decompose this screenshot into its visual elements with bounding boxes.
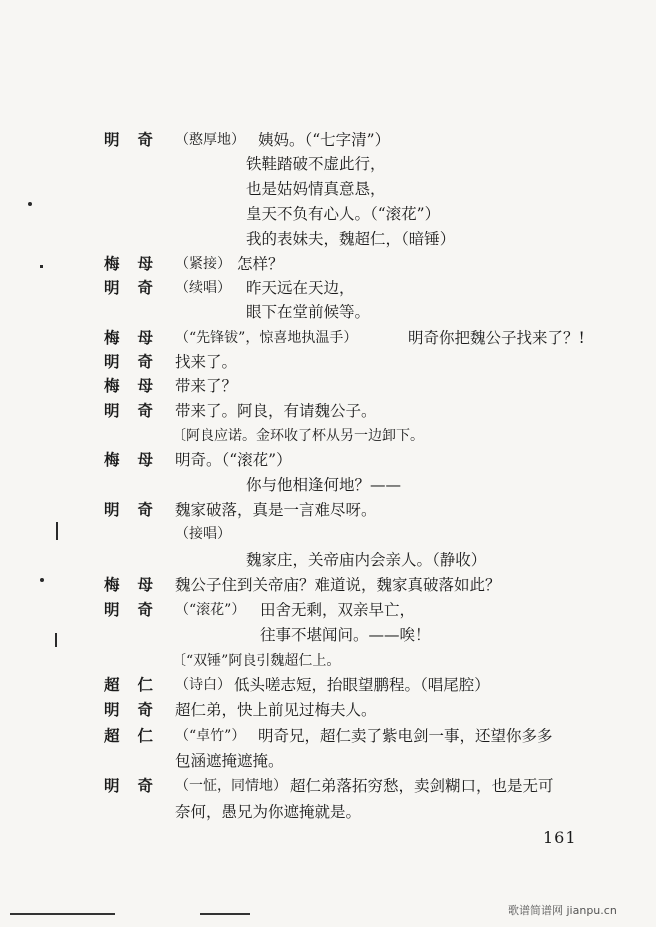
dialogue-text: 低头嗟志短，抬眼望鹏程。（唱尾腔）	[234, 676, 490, 694]
speaker-name: 梅母	[104, 575, 172, 594]
bottom-rule	[10, 913, 115, 915]
speaker-name: 梅母	[104, 254, 172, 273]
dialogue-text: 魏公子住到关帝庙？难道说，魏家真破落如此？	[175, 576, 501, 594]
dialogue-text: 皇天不负有心人。（“滚花”）	[246, 205, 441, 223]
stage-direction: 〔“双锤”阿良引魏超仁上。	[172, 653, 341, 669]
dialogue-text: 明奇。（“滚花”）	[175, 451, 292, 469]
speaker-name: 明奇	[104, 600, 172, 619]
stage-direction: （“卓竹”）	[175, 728, 246, 744]
dialogue-text: 找来了。	[175, 353, 238, 371]
scan-speck	[40, 578, 44, 582]
speaker-name: 明奇	[104, 130, 172, 149]
scan-speck	[40, 265, 43, 268]
speaker-name: 梅母	[104, 328, 172, 347]
speaker-name: 明奇	[104, 278, 172, 297]
dialogue-text: 姨妈。（“七字清”）	[258, 131, 391, 149]
dialogue-text: 我的表妹夫，魏超仁，（暗锤）	[246, 230, 456, 248]
stage-direction: 〔阿良应诺。金环收了杯从另一边卸下。	[172, 428, 424, 444]
dialogue-text: 奈何，愚兄为你遮掩就是。	[175, 803, 362, 821]
stage-direction: （紧接）	[175, 256, 231, 272]
stage-direction: （接唱）	[175, 526, 231, 542]
dialogue-text: 带来了？	[175, 377, 238, 395]
dialogue-text: 明奇你把魏公子找来了？!	[408, 329, 585, 347]
stage-direction: （憨厚地）	[175, 132, 245, 148]
dialogue-text: 铁鞋踏破不虚此行，	[246, 155, 386, 173]
speaker-name: 梅母	[104, 450, 172, 469]
dialogue-text: 魏家破落，真是一言难尽呀。	[175, 501, 377, 519]
dialogue-text: 明奇兄，超仁卖了紫电剑一事，还望你多多	[258, 727, 553, 745]
dialogue-text: 往事不堪闻问。——唉！	[260, 626, 431, 644]
speaker-name: 超仁	[104, 675, 172, 694]
speaker-name: 明奇	[104, 352, 172, 371]
page-number: 161	[543, 828, 577, 847]
dialogue-text: 昨天远在天边，	[246, 279, 355, 297]
stage-direction: （“滚花”）	[175, 602, 246, 618]
dialogue-text: 超仁弟落拓穷愁，卖剑糊口，也是无可	[290, 777, 554, 795]
watermark-text: 歌谱简谱网 jianpu.cn	[508, 904, 617, 917]
speaker-name: 明奇	[104, 401, 172, 420]
dialogue-text: 你与他相逢何地？——	[246, 476, 402, 494]
scan-speck	[28, 202, 32, 206]
speaker-name: 明奇	[104, 500, 172, 519]
stage-direction: （续唱）	[175, 280, 231, 296]
speaker-name: 明奇	[104, 700, 172, 719]
stage-direction: （诗白）	[175, 677, 231, 693]
dialogue-text: 也是姑妈情真意恳，	[246, 180, 386, 198]
stage-direction: （“先锋钹”，惊喜地执温手）	[175, 330, 358, 346]
dialogue-text: 眼下在堂前候等。	[246, 303, 371, 321]
dialogue-text: 超仁弟，快上前见过梅夫人。	[175, 701, 377, 719]
dialogue-text: 怎样？	[237, 255, 284, 273]
dialogue-text: 田舍无剩，双亲早亡，	[260, 601, 416, 619]
scan-speck	[56, 522, 58, 540]
dialogue-text: 带来了。阿良，有请魏公子。	[175, 402, 377, 420]
speaker-name: 梅母	[104, 376, 172, 395]
dialogue-text: 包涵遮掩遮掩。	[175, 752, 284, 770]
scan-speck	[55, 633, 57, 647]
speaker-name: 明奇	[104, 776, 172, 795]
bottom-rule	[200, 913, 250, 915]
dialogue-text: 魏家庄，关帝庙内会亲人。（静收）	[246, 551, 487, 569]
speaker-name: 超仁	[104, 726, 172, 745]
stage-direction: （一怔，同情地）	[175, 778, 287, 794]
